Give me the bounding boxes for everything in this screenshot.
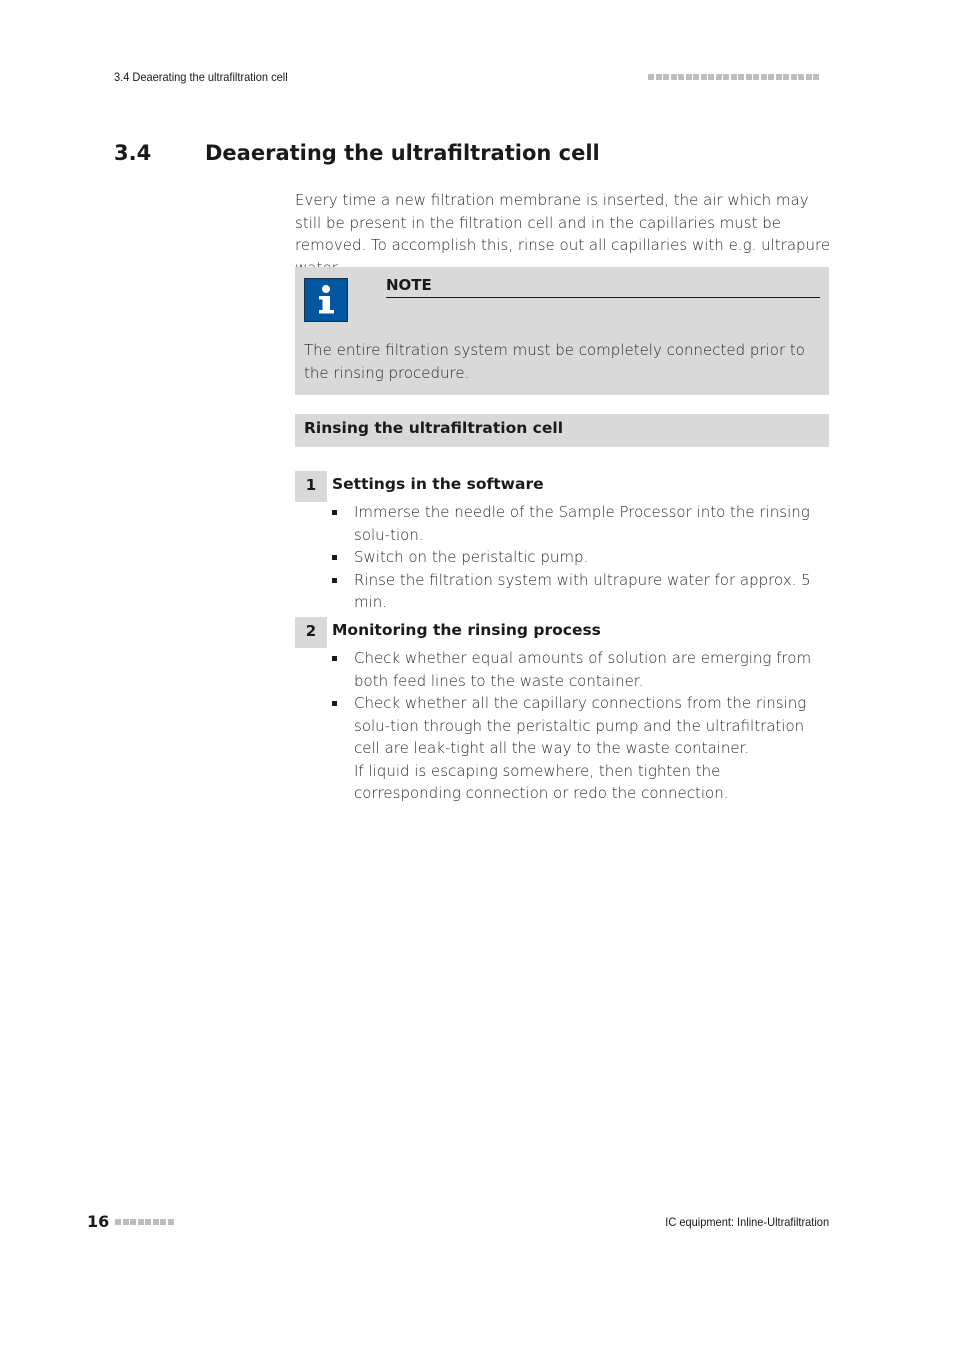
procedure-title: Rinsing the ultrafiltration cell xyxy=(304,419,564,437)
list-item: Check whether equal amounts of solution are emerging from both feed lines to the waste container. xyxy=(331,647,831,692)
note-title: NOTE xyxy=(386,276,820,298)
step-title: Settings in the software xyxy=(332,475,544,493)
info-icon xyxy=(304,278,348,322)
section-title: Deaerating the ultrafiltration cell xyxy=(205,141,600,165)
procedure-title-bar xyxy=(295,414,829,447)
step-number: 1 xyxy=(295,471,327,502)
page-number: 16 xyxy=(87,1212,110,1231)
list-item: Rinse the filtration system with ultrapure water for approx. 5 min. xyxy=(331,569,831,614)
list-item: Check whether all the capillary connections from the rinsing solu-tion through the peristaltic pump and the ultrafiltration cell are leak-tight all the way to the waste container. If liquid is escaping somewhere, then tighten the corresponding connection or redo the connection. xyxy=(331,692,831,805)
step-title: Monitoring the rinsing process xyxy=(332,621,601,639)
list-item: Switch on the peristaltic pump. xyxy=(331,546,831,569)
section-number: 3.4 xyxy=(114,141,152,165)
bullet-icon xyxy=(332,555,337,560)
step-number: 2 xyxy=(295,617,327,648)
footer-decoration xyxy=(115,1219,174,1225)
document-title: IC equipment: Inline-Ultrafiltration xyxy=(665,1215,829,1229)
list-item: Immerse the needle of the Sample Processor into the rinsing solu-tion. xyxy=(331,501,831,546)
bullet-icon xyxy=(332,510,337,515)
note-text: The entire filtration system must be completely connected prior to the rinsing procedure. xyxy=(304,341,805,382)
step-1-bullets xyxy=(331,501,831,614)
bullet-icon xyxy=(332,578,337,583)
header-decoration xyxy=(648,74,819,80)
running-header: 3.4 Deaerating the ultrafiltration cell xyxy=(114,70,288,84)
intro-paragraph: Every time a new filtration membrane is inserted, the air which may still be present in the filtration cell and in the capillaries must be removed. To accomplish this, rinse out all capillaries with e.g. ultrapure xyxy=(295,191,831,254)
bullet-icon xyxy=(332,656,337,661)
step-2-followup: If liquid is escaping somewhere, then tighten the corresponding connection or redo the connection. xyxy=(354,761,729,802)
step-2-bullets xyxy=(331,647,831,805)
note-box xyxy=(295,267,829,395)
bullet-icon xyxy=(332,701,337,706)
